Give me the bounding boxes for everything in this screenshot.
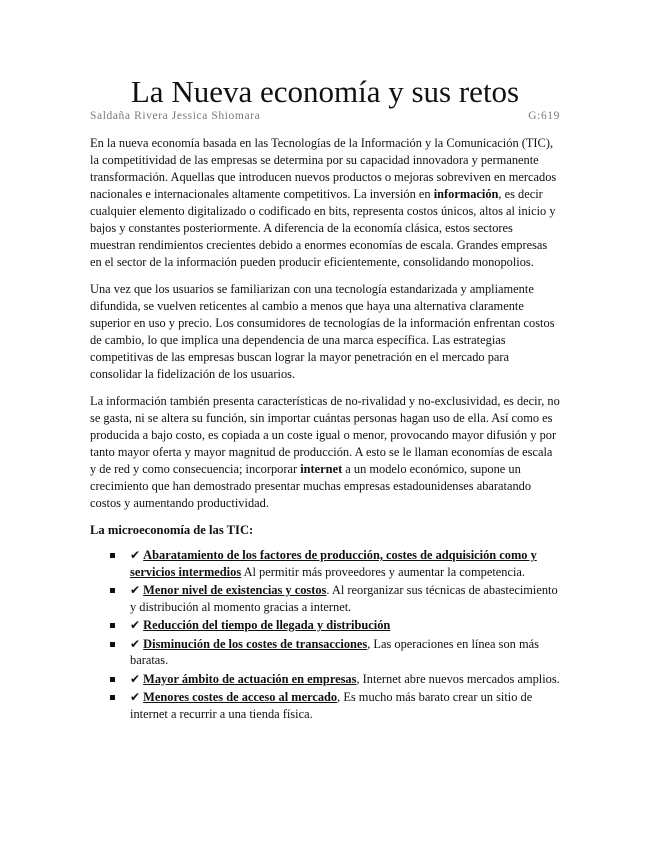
list-item [110, 582, 560, 615]
bold-term-internet: internet [300, 462, 343, 476]
list-item-text: Al permitir más proveedores y aumentar la competencia. [241, 564, 526, 579]
list-item-title: Reducción del tiempo de llegada y distribución [143, 618, 391, 632]
list-item-text: , Internet abre nuevos mercados amplios. [356, 671, 560, 686]
document-meta [90, 110, 560, 124]
list-item [110, 617, 560, 634]
document-title: La Nueva economía y sus retos [130, 74, 520, 109]
list-item-title: Menor nivel de existencias y costos [143, 583, 327, 597]
paragraph-3: La información también presenta características de no-rivalidad y no-exclusividad, es decir, no se gasta, ni se altera su función, sin importar cuántas personas hagan uso de ella. Así como es producida a bajo costo, es copiada a un coste igual o menor, provocando mayor difusión y por tanto mayor oferta y mayor magnitud de producción. A esto se le llaman economías de escala y de red y como consecuencia; incorporar internet a un modelo económico, supone un crecimiento que han demostrado presentar muchas empresas estadounidenses abaratando costos y aumentando productividad. [90, 394, 560, 510]
bullet-square-icon [110, 642, 115, 647]
check-mark-icon: ✔ [130, 636, 141, 651]
paragraph-2: Una vez que los usuarios se familiarizan con una tecnología estandarizada y ampliamente difundida, se vuelven reticentes al cambio a menos que haya una alternativa claramente superior en uso y precio. Los consumidores de tecnologías de la información enfrentan costos de cambio, lo que implica una dependencia de una marca específica. Las estrategias competitivas de las empresas buscan lograr la mayor penetración en el mercado para consolidar la fidelización de los usuarios. [90, 282, 555, 381]
bullet-square-icon [110, 695, 115, 700]
group-code: G:619 [528, 110, 560, 122]
list-item-text: , Es mucho más barato crear un sitio de internet a recurrir a una tienda física. [130, 690, 533, 721]
bold-term-informacion: información [433, 187, 499, 201]
check-mark-icon: ✔ [130, 583, 141, 597]
bullet-square-icon [110, 553, 115, 558]
check-mark-icon: ✔ [130, 548, 141, 562]
list-item-title: Abaratamiento de los factores de producción, costes de adquisición como y servicios intermedios [130, 548, 537, 579]
bullet-square-icon [110, 588, 115, 593]
list-item-text: , Las operaciones en línea son más baratas. [130, 636, 539, 667]
list-item [110, 671, 560, 688]
section-heading: La microeconomía de las TIC: [90, 523, 254, 537]
paragraph-1: En la nueva economía basada en las Tecnologías de la Información y la Comunicación (TIC), la competitividad de las empresas se determina por su capacidad innovadora y permanente transformación. Aquellas que introducen nuevos productos o mejoras sobreviven en mercados nacionales e internacionales altamente competitivos. La inversión en información, es decir cualquier elemento digitalizado o codificado en bits, representa costos únicos, altos al inicio y bajos y constantes posteriormente. A diferencia de la economía clásica, estos sectores muestran rendimientos crecientes debido a enormes economías de escala. Grandes empresas en el sector de la información pueden producir eficientemente, consolidando monopolios. [90, 136, 557, 269]
list-item [110, 689, 560, 722]
list-item-title: Disminución de los costes de transacciones [143, 636, 368, 651]
check-mark-icon: ✔ [130, 671, 141, 686]
list-item-title: Menores costes de acceso al mercado [143, 690, 338, 704]
list-item-title: Mayor ámbito de actuación en empresas [143, 671, 357, 686]
bullet-square-icon [110, 623, 115, 628]
check-mark-icon: ✔ [130, 690, 141, 704]
list-item [110, 636, 560, 669]
list-item-text: . Al reorganizar sus técnicas de abastecimiento y distribución al momento gracias a internet. [130, 583, 558, 614]
author-name: Saldaña Rivera Jessica Shiomara [90, 110, 261, 122]
document-page [90, 74, 560, 724]
bullet-square-icon [110, 677, 115, 682]
check-mark-icon: ✔ [130, 618, 141, 632]
list-item [110, 547, 560, 580]
tic-list [90, 547, 560, 722]
